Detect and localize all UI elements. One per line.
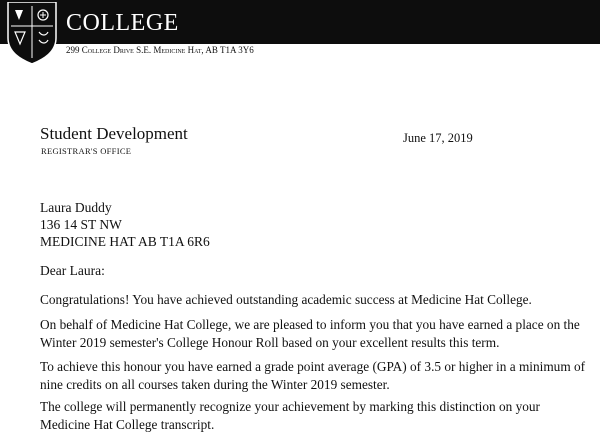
department-subtitle: REGISTRAR'S OFFICE (41, 146, 132, 156)
college-name: COLLEGE (66, 10, 179, 36)
recipient-city-line: MEDICINE HAT AB T1A 6R6 (40, 234, 210, 249)
body-paragraph-honour-roll: On behalf of Medicine Hat College, we are pleased to inform you that you have earned a place on the Winter 2019 semester's College Honour Roll based on your excellent results this term. (40, 317, 580, 350)
body-paragraph-congratulations: Congratulations! You have achieved outstanding academic success at Medicine Hat College. (40, 292, 532, 307)
recipient-address-block (40, 199, 210, 250)
salutation: Dear Laura: (40, 263, 105, 278)
college-crest-logo (6, 2, 58, 64)
body-paragraph-gpa-requirement: To achieve this honour you have earned a grade point average (GPA) of 3.5 or higher in a minimum of nine credits on all courses taken during the Winter 2019 semester. (40, 359, 586, 392)
letter-date: June 17, 2019 (403, 131, 473, 145)
recipient-street: 136 14 ST NW (40, 217, 122, 232)
body-paragraph-transcript: The college will permanently recognize your achievement by marking this distinction on your Medicine Hat College transcript. (40, 399, 540, 432)
college-address: 299 College Drive S.E. Medicine Hat, AB T1A 3Y6 (66, 45, 254, 55)
department-title: Student Development (40, 124, 188, 143)
recipient-name: Laura Duddy (40, 200, 112, 215)
